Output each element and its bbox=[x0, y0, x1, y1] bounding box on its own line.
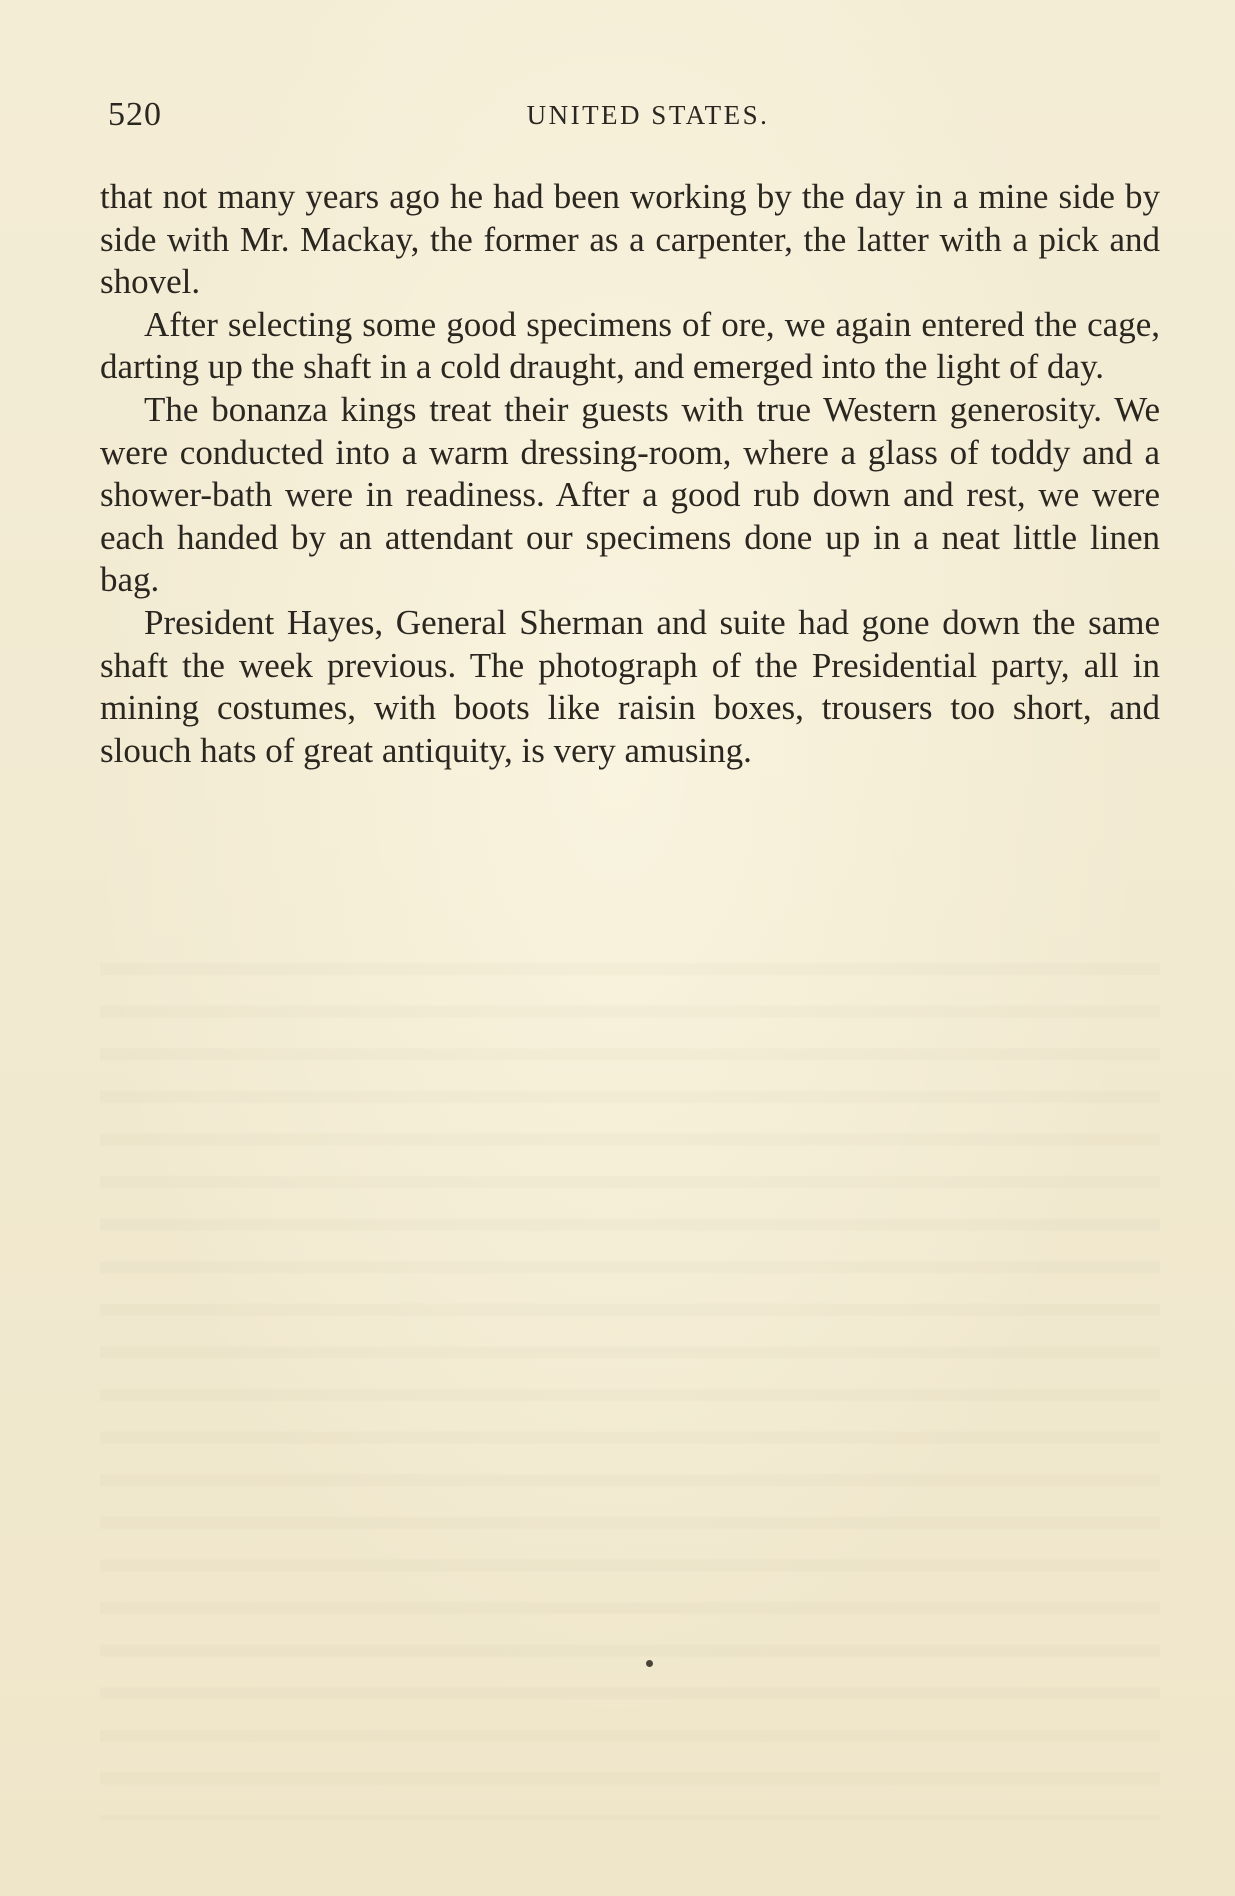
reverse-page-show-through bbox=[100, 940, 1160, 1820]
ink-speck bbox=[646, 1660, 653, 1667]
page-header bbox=[108, 96, 1158, 144]
paragraph: The bonanza kings treat their guests with true Western generosity. We were conducted into a warm dressing-room, where a glass of toddy and a shower-bath were in readiness. After a good rub down and rest, we were each handed by an attendant our specimens done up in a neat little linen bag. bbox=[100, 389, 1160, 600]
running-title: UNITED STATES. bbox=[526, 100, 770, 130]
page-number: 520 bbox=[108, 96, 162, 133]
body-text bbox=[100, 176, 1160, 772]
paragraph: After selecting some good specimens of ore, we again entered the cage, darting up the shaft in a cold draught, and emerged into the light of day. bbox=[100, 304, 1160, 387]
paragraph: President Hayes, General Sherman and suite had gone down the same shaft the week previous. The photograph of the Presidential party, all in mining costumes, with boots like raisin boxes, trousers too short, and slouch hats of great antiquity, is very amusing. bbox=[100, 602, 1160, 770]
paragraph-continued: that not many years ago he had been working by the day in a mine side by side with Mr. Mackay, the former as a carpenter, the latter with a pick and shovel. bbox=[100, 177, 1160, 302]
